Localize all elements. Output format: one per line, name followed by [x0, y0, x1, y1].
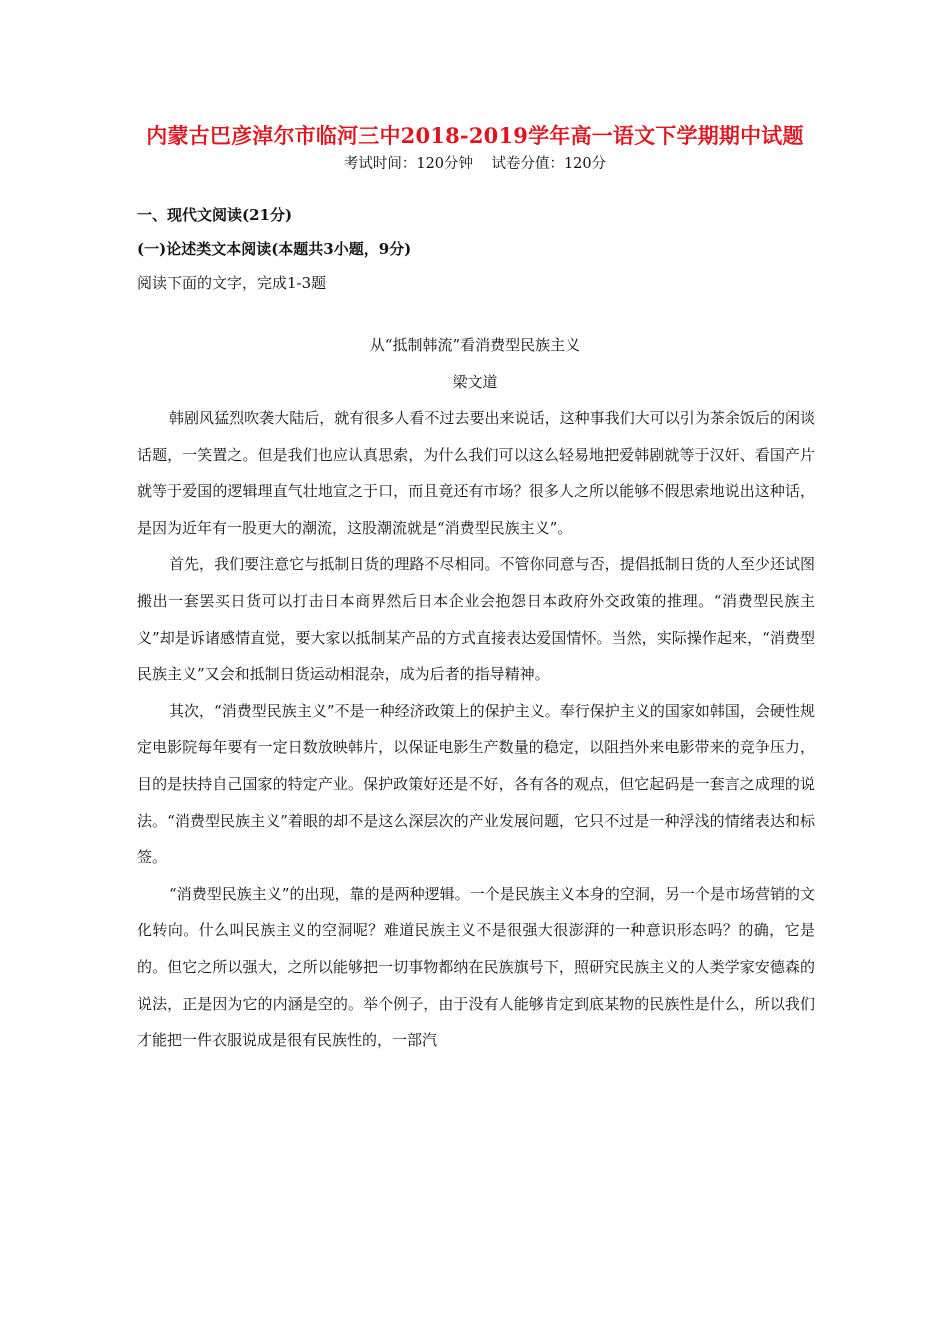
exam-title: 内蒙古巴彦淖尔市临河三中2018-2019学年高一语文下学期期中试题 — [146, 123, 804, 148]
article-paragraph: 首先，我们要注意它与抵制日货的理路不尽相同。不管你同意与否，提倡抵制日货的人至少还试图搬出一套罢买日货可以打击日本商界然后日本企业会抱怨日本政府外交政策的推理。“消费型民族主义”却是诉诸感情直觉，要大家以抵制某产品的方式直接表达爱国情怀。当然，实际操作起来，“消费型民族主义”又会和抵制日货运动相混杂，成为后者的指导精神。 — [137, 555, 815, 684]
subsection-heading: (一)论述类文本阅读(本题共3小题，9分) — [137, 240, 412, 258]
exam-info: 考试时间：120分钟 试卷分值：120分 — [343, 156, 607, 172]
article-paragraph: “消费型民族主义”的出现，靠的是两种逻辑。一个是民族主义本身的空洞，另一个是市场营销的文化转向。什么叫民族主义的空洞呢？难道民族主义不是很强大很澎湃的一种意识形态吗？的确，它是的。但它之所以强大，之所以能够把一切事物都纳在民族旗号下，照研究民族主义的人类学家安德森的说法，正是因为它的内涵是空的。举个例子，由于没有人能够肯定到底某物的民族性是什么，所以我们才能把一件衣服说成是很有民族性的，一部汽 — [137, 884, 815, 1050]
article-author: 梁文道 — [452, 373, 498, 391]
reading-instruction: 阅读下面的文字，完成1-3题 — [137, 274, 327, 292]
article-paragraph: 其次，“消费型民族主义”不是一种经济政策上的保护主义。奉行保护主义的国家如韩国，会硬性规定电影院每年要有一定日数放映韩片，以保证电影生产数量的稳定，以阻挡外来电影带来的竞争压力，目的是扶持自己国家的特定产业。保护政策好还是不好，各有各的观点，但它起码是一套言之成理的说法。“消费型民族主义”着眼的却不是这么深层次的产业发展问题，它只不过是一种浮浅的情绪表达和标签。 — [137, 701, 815, 867]
section-heading: 一、现代文阅读(21分) — [137, 206, 293, 224]
article-title: 从“抵制韩流”看消费型民族主义 — [369, 336, 581, 354]
article-paragraph: 韩剧风猛烈吹袭大陆后，就有很多人看不过去要出来说话，这种事我们大可以引为茶余饭后的闲谈话题，一笑置之。但是我们也应认真思索，为什么我们可以这么轻易地把爱韩剧就等于汉奸、看国产片就等于爱国的逻辑理直气壮地宣之于口，而且竟还有市场？很多人之所以能够不假思索地说出这种话，是因为近年有一股更大的潮流，这股潮流就是“消费型民族主义”。 — [137, 409, 815, 537]
article-body — [137, 400, 815, 1059]
